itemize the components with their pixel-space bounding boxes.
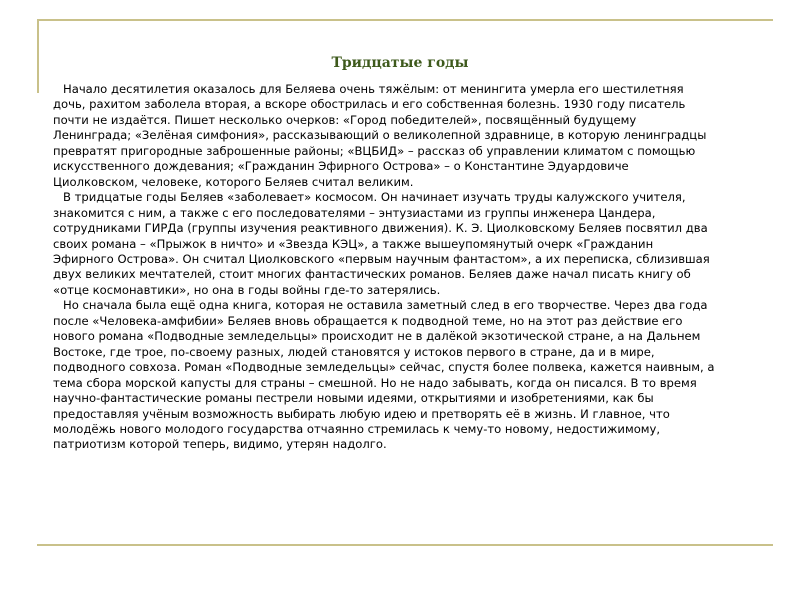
slide-title: Тридцатые годы bbox=[331, 55, 469, 71]
paragraph-3: Но сначала была ещё одна книга, которая не оставила заметный след в его творчестве. Через два года после «Человека-амфибии» Беляев вновь обращается к подводной теме, но на этот раз действие его нового романа «Подводные земледельцы» происходит не в далёкой экзотической стране, а на Дальнем Востоке, где трое, по-своему разных, людей становятся у истоков первого в стране, да и в мире, подводного совхоза. Роман «Подводные земледельцы» сейчас, спустя более полвека, кажется наивным, а тема сбора морской капусты для страны – смешной. Но не надо забывать, когда он писался. В то время научно-фантастические романы пестрели новыми идеями, открытиями и изобретениями, как бы предоставляя учёным возможность выбирать любую идею и претворять её в жизнь. И главное, что молодёжь нового молодого государства отчаянно стремилась к чему-то новому, недостижимому, патриотизм которой теперь, видимо, утерян надолго. bbox=[53, 298, 715, 452]
decorative-top-rule bbox=[37, 19, 773, 21]
slide-body-text bbox=[53, 82, 717, 453]
paragraph-2: В тридцатые годы Беляев «заболевает» космосом. Он начинает изучать труды калужского учителя, знакомится с ним, а также с его последователями – энтузиастами из группы инженера Цандера, сотрудниками ГИРДа (группы изучения реактивного движения). К. Э. Циолковскому Беляев посвятил два своих романа – «Прыжок в ничто» и «Звезда КЭЦ», а также вышеупомянутый очерк «Гражданин Эфирного Острова». Он считал Циолковского «первым научным фантастом», а их переписка, сблизившая двух великих мечтателей, стоит многих фантастических романов. Беляев даже начал писать книгу об «отце космонавтики», но она в годы войны где-то затерялись. bbox=[53, 190, 710, 297]
paragraph-1: Начало десятилетия оказалось для Беляева очень тяжёлым: от менингита умерла его шестилетняя дочь, рахитом заболела вторая, а вскоре обострилась и его собственная болезнь. 1930 году писатель почти не издаётся. Пишет несколько очерков: «Город победителей», посвящённый будущему Ленинграда; «Зелёная симфония», рассказывающий о великолепной здравнице, в которую ленинградцы превратят пригородные заброшенные районы; «ВЦБИД» – рассказ об управлении климатом с помощью искусственного дождевания; «Гражданин Эфирного Острова» – о Константине Эдуардовиче Циолковском, человеке, которого Беляев считал великим. bbox=[53, 82, 707, 189]
decorative-bottom-rule bbox=[37, 544, 773, 546]
